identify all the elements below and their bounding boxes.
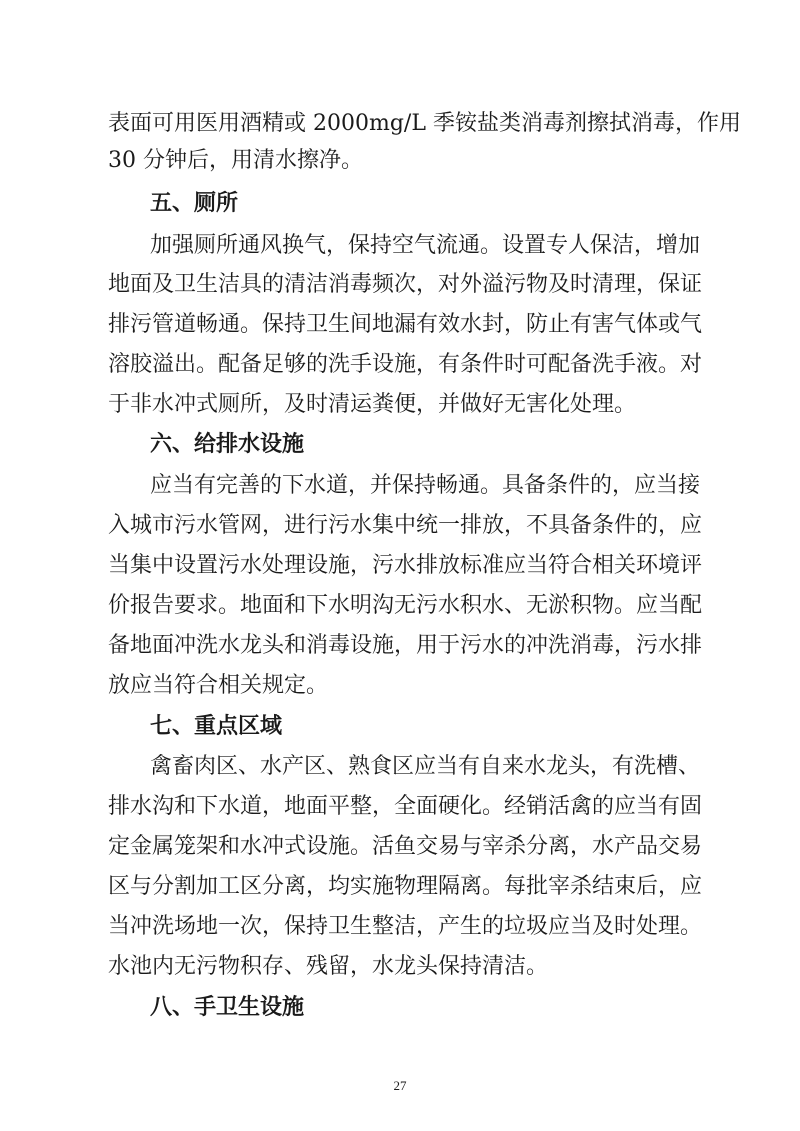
body-line: 区与分割加工区分离，均实施物理隔离。每批宰杀结束后，应	[108, 874, 703, 899]
body-line: 当集中设置污水处理设施，污水排放标准应当符合相关环境评	[108, 553, 703, 578]
body-line: 应当有完善的下水道，并保持畅通。具备条件的，应当接	[150, 473, 701, 498]
body-line: 入城市污水管网，进行污水集中统一排放，不具备条件的，应	[108, 513, 703, 538]
section-heading-water-drainage: 六、给排水设施	[150, 432, 305, 457]
body-line: 于非水冲式厕所，及时清运粪便，并做好无害化处理。	[108, 392, 637, 417]
body-line: 禽畜肉区、水产区、熟食区应当有自来水龙头，有洗槽、	[150, 754, 701, 779]
body-line: 地面及卫生洁具的清洁消毒频次，对外溢污物及时清理，保证	[108, 272, 703, 297]
body-line: 排水沟和下水道，地面平整，全面硬化。经销活禽的应当有固	[108, 794, 703, 819]
body-line: 30 分钟后，用清水擦净。	[108, 148, 363, 173]
body-line: 水池内无污物积存、残留，水龙头保持清洁。	[108, 954, 549, 979]
body-line: 加强厕所通风换气，保持空气流通。设置专人保洁，增加	[150, 233, 701, 258]
section-heading-key-areas: 七、重点区域	[150, 714, 283, 739]
body-line: 排污管道畅通。保持卫生间地漏有效水封，防止有害气体或气	[108, 312, 703, 337]
section-heading-hand-hygiene: 八、手卫生设施	[150, 995, 305, 1020]
body-line: 放应当符合相关规定。	[108, 673, 329, 698]
body-line: 表面可用医用酒精或 2000mg/L 季铵盐类消毒剂擦拭消毒，作用	[108, 111, 741, 136]
body-line: 价报告要求。地面和下水明沟无污水积水、无淤积物。应当配	[108, 593, 703, 618]
body-line: 备地面冲洗水龙头和消毒设施，用于污水的冲洗消毒，污水排	[108, 633, 703, 658]
body-line: 定金属笼架和水冲式设施。活鱼交易与宰杀分离，水产品交易	[108, 834, 703, 859]
body-line: 溶胶溢出。配备足够的洗手设施，有条件时可配备洗手液。对	[108, 352, 703, 377]
body-line: 当冲洗场地一次，保持卫生整洁，产生的垃圾应当及时处理。	[108, 914, 703, 939]
page-number: 27	[393, 1078, 407, 1093]
section-heading-toilets: 五、厕所	[150, 191, 239, 216]
